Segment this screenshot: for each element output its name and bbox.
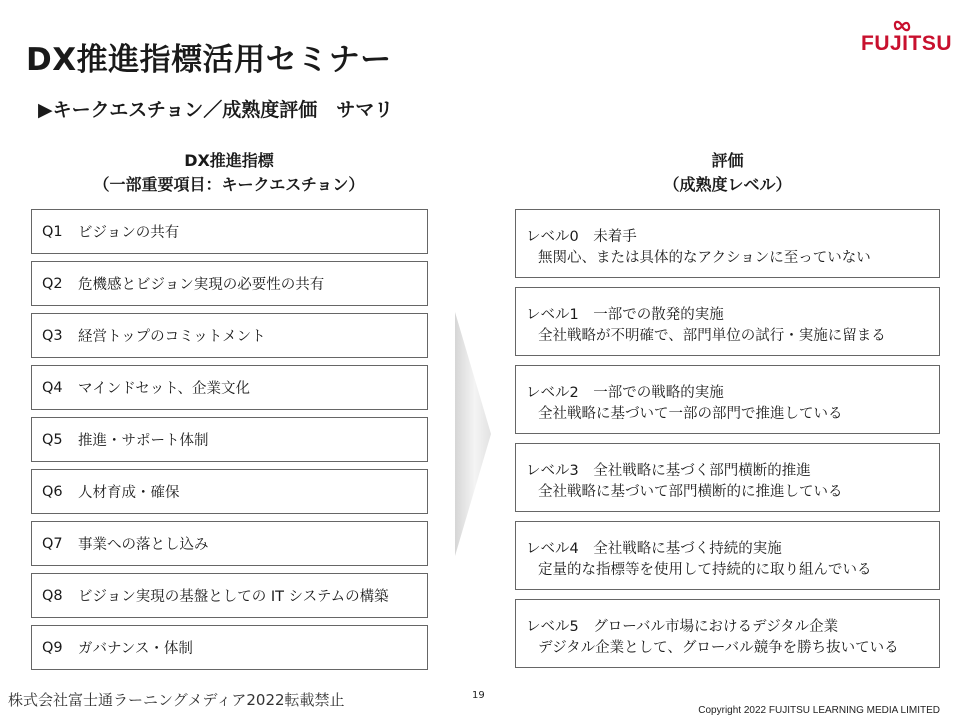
right-heading-line1: 評価 [711, 151, 744, 170]
key-question-list [31, 209, 428, 677]
key-question-item [31, 521, 428, 566]
question-id: Q9 [42, 639, 63, 656]
logo-wordmark: FUJITSU [861, 32, 953, 55]
key-question-item [31, 261, 428, 306]
section-subtitle: ▶キークエスチョン／成熟度評価 サマリ [38, 99, 394, 121]
level-title: レベル0 未着手 [526, 229, 637, 245]
question-text: 事業への落とし込み [78, 537, 209, 553]
key-question-item [31, 625, 428, 670]
maturity-level-item [515, 599, 940, 668]
page-title: DX推進指標活用セミナー [26, 42, 392, 78]
level-title: レベル2 一部での戦略的実施 [526, 385, 724, 401]
right-column-heading [515, 149, 940, 197]
level-title: レベル3 全社戦略に基づく部門横断的推進 [526, 463, 811, 479]
level-description: デジタル企業として、グローバル競争を勝ち抜いている [538, 640, 899, 656]
question-text: ビジョンの共有 [78, 225, 180, 241]
question-text: 経営トップのコミットメント [78, 329, 266, 345]
maturity-level-item [515, 521, 940, 590]
level-title: レベル5 グローバル市場におけるデジタル企業 [526, 619, 839, 635]
key-question-item [31, 417, 428, 462]
level-description: 全社戦略が不明確で、部門単位の試行・実施に留まる [538, 328, 886, 344]
question-id: Q6 [42, 483, 63, 500]
question-id: Q1 [42, 223, 63, 240]
question-text: ガバナンス・体制 [78, 641, 193, 657]
page-number: 19 [472, 690, 485, 701]
question-text: ビジョン実現の基盤としての IT システムの構築 [78, 589, 389, 605]
maturity-level-item [515, 443, 940, 512]
right-heading-line2: （成熟度レベル） [663, 175, 792, 194]
left-column-heading [30, 149, 428, 197]
level-title: レベル4 全社戦略に基づく持続的実施 [526, 541, 782, 557]
maturity-level-item [515, 287, 940, 356]
question-text: 危機感とビジョン実現の必要性の共有 [78, 277, 325, 293]
question-id: Q4 [42, 379, 63, 396]
key-question-item [31, 365, 428, 410]
question-text: マインドセット、企業文化 [78, 381, 250, 397]
left-heading-line2: （一部重要項目：キークエスチョン） [93, 175, 365, 194]
copyright-notice: Copyright 2022 FUJITSU LEARNING MEDIA LIMITED [698, 705, 940, 716]
left-heading-line1: DX推進指標 [184, 151, 274, 170]
key-question-item [31, 573, 428, 618]
maturity-level-item [515, 209, 940, 278]
reprint-notice: 株式会社富士通ラーニングメディア2022転載禁止 [8, 691, 345, 709]
key-question-item [31, 469, 428, 514]
key-question-item [31, 313, 428, 358]
question-id: Q7 [42, 535, 63, 552]
maturity-level-item [515, 365, 940, 434]
chevron-right-icon [455, 312, 491, 556]
question-id: Q3 [42, 327, 63, 344]
level-description: 定量的な指標等を使用して持続的に取り組んでいる [538, 562, 872, 578]
question-text: 推進・サポート体制 [78, 433, 209, 449]
maturity-level-list [515, 209, 940, 677]
fujitsu-logo [861, 18, 953, 56]
question-id: Q2 [42, 275, 63, 292]
key-question-item [31, 209, 428, 254]
level-description: 無関心、または具体的なアクションに至っていない [538, 250, 871, 266]
question-id: Q8 [42, 587, 63, 604]
question-text: 人材育成・確保 [78, 485, 180, 501]
question-id: Q5 [42, 431, 63, 448]
level-description: 全社戦略に基づいて一部の部門で推進している [538, 406, 843, 422]
level-description: 全社戦略に基づいて部門横断的に推進している [538, 484, 843, 500]
level-title: レベル1 一部での散発的実施 [526, 307, 724, 323]
